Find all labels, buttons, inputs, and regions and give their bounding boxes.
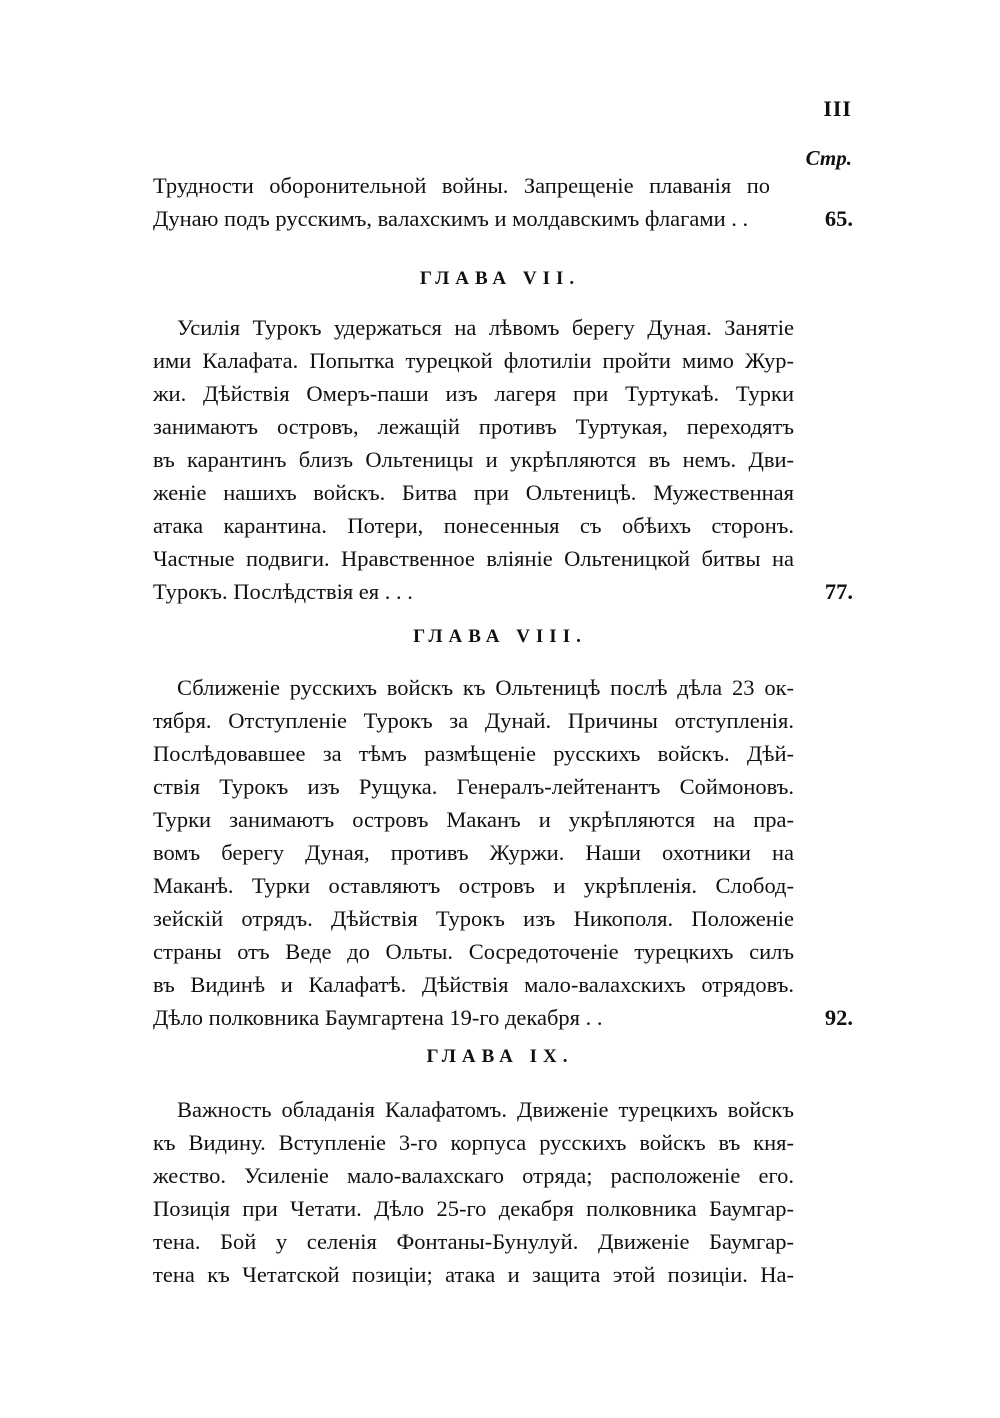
entry-line: страны отъ Веде до Ольты. Сосредоточеніе турецкихъ силъ: [153, 939, 794, 964]
entry-line: Дѣло полковника Баумгартена 19-го декабря . .: [153, 1005, 603, 1030]
entry-line: вомъ берегу Дуная, противъ Журжи. Наши охотники на: [153, 840, 794, 865]
entry-line: ствія Турокъ изъ Рущука. Генералъ-лейтенантъ Соймоновъ.: [153, 774, 794, 799]
toc-entry: [153, 170, 853, 240]
entry-line: въ карантинъ близъ Ольтеницы и укрѣпляются въ немъ. Дви-: [153, 447, 794, 472]
entry-line: въ Видинѣ и Калафатѣ. Дѣйствія мало-валахскихъ отрядовъ.: [153, 972, 794, 997]
entry-line: тена къ Четатской позиціи; атака и защита этой позиціи. На-: [153, 1262, 794, 1287]
entry-line: Трудности оборонительной войны. Запрещеніе плаванія по: [153, 173, 770, 198]
entry-line: Маканѣ. Турки оставляютъ островъ и укрѣпленія. Слобод-: [153, 873, 794, 898]
entry-line: жество. Усиленіе мало-валахскаго отряда; расположеніе его.: [153, 1163, 794, 1188]
chapter-heading: ГЛАВА IX.: [426, 1046, 574, 1067]
toc-entry: [153, 1094, 853, 1294]
entry-line: Турки занимаютъ островъ Маканъ и укрѣпляются на пра-: [153, 807, 794, 832]
entry-line: Частные подвиги. Нравственное вліяніе Ольтеницкой битвы на: [153, 546, 794, 571]
entry-line: Важность обладанія Калафатомъ. Движеніе турецкихъ войскъ: [177, 1097, 794, 1122]
toc-entry: [153, 672, 853, 1032]
entry-line: тября. Отступленіе Турокъ за Дунай. Причины отступленія.: [153, 708, 794, 733]
entry-line: Дунаю подъ русскимъ, валахскимъ и молдавскимъ флагами . .: [153, 206, 749, 231]
entry-line: Сближеніе русскихъ войскъ къ Ольтеницѣ послѣ дѣла 23 ок-: [177, 675, 794, 700]
entry-line: занимаютъ островъ, лежащій противъ Туртукая, переходятъ: [153, 414, 794, 439]
entry-line: атака карантина. Потери, понесенныя съ обѣихъ сторонъ.: [153, 513, 794, 538]
entry-line: зейскій отрядъ. Дѣйствія Турокъ изъ Никополя. Положеніе: [153, 906, 794, 931]
entry-line: Турокъ. Послѣдствія ея . . .: [153, 579, 413, 604]
entry-line: тена. Бой у селенія Фонтаны-Бунулуй. Движеніе Баумгар-: [153, 1229, 794, 1254]
entry-line: Усилія Турокъ удержаться на лѣвомъ берегу Дуная. Занятіе: [177, 315, 794, 340]
entry-line: Послѣдовавшее за тѣмъ размѣщеніе русскихъ войскъ. Дѣй-: [153, 741, 794, 766]
entry-line: женіе нашихъ войскъ. Битва при Ольтеницѣ. Мужественная: [153, 480, 794, 505]
chapter-heading: ГЛАВА VIII.: [413, 626, 587, 647]
entry-line: жи. Дѣйствія Омеръ-паши изъ лагеря при Туртукаѣ. Турки: [153, 381, 794, 406]
page-number: III: [823, 96, 852, 121]
entry-line: Позиція при Четати. Дѣло 25-го декабря полковника Баумгар-: [153, 1196, 794, 1221]
chapter-heading: ГЛАВА VII.: [419, 268, 581, 289]
entry-page-ref: 77.: [824, 579, 853, 604]
entry-page-ref: 65.: [824, 206, 853, 231]
page-column-header: Стр.: [805, 146, 852, 170]
entry-line: къ Видину. Вступленіе 3-го корпуса русскихъ войскъ въ кня-: [153, 1130, 794, 1155]
toc-entry: [153, 312, 853, 612]
entry-line: ими Калафата. Попытка турецкой флотиліи пройти мимо Жур-: [153, 348, 794, 373]
entry-page-ref: 92.: [824, 1005, 853, 1030]
